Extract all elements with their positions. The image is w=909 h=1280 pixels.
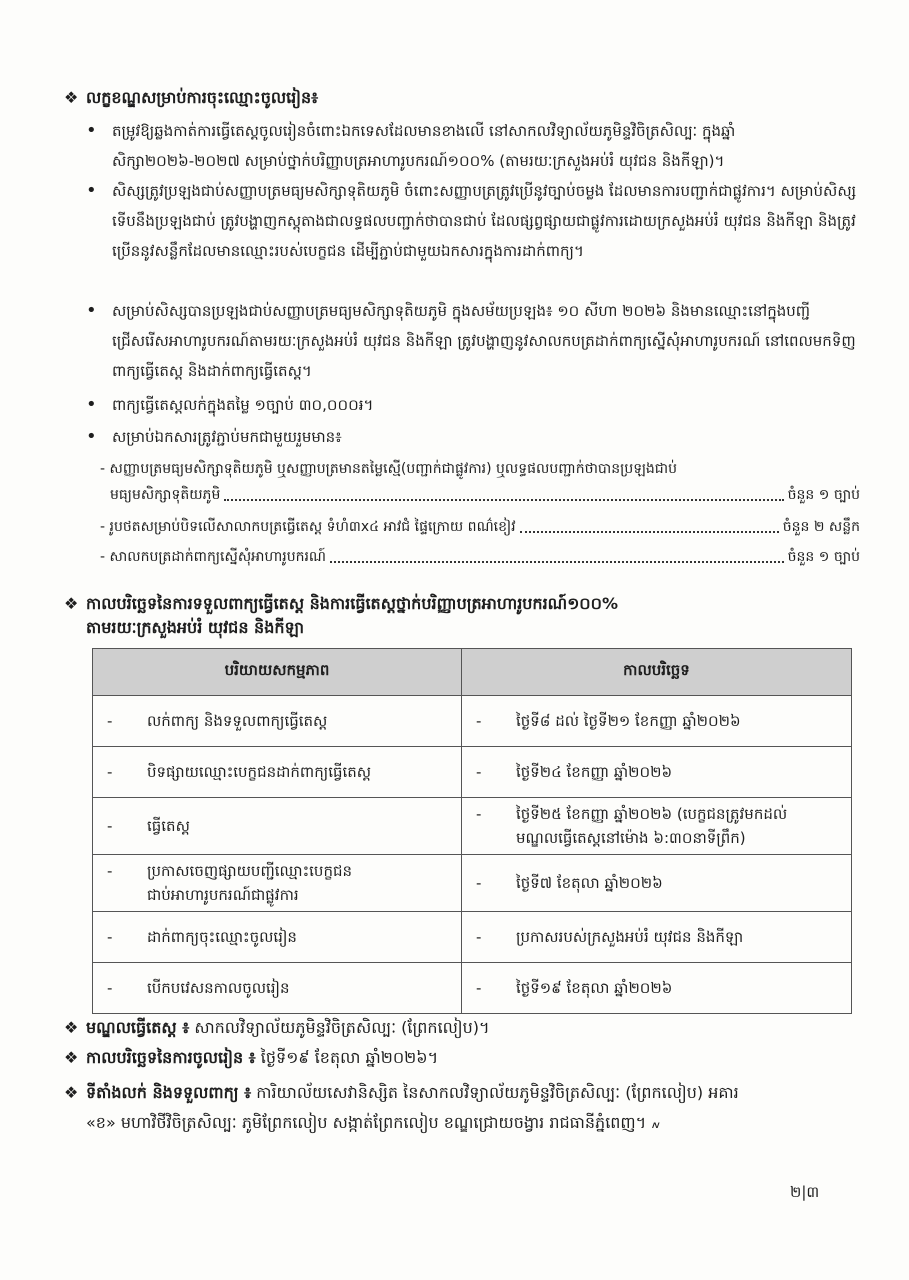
date-cell: - ថ្ងៃទី៨ ដល់ ថ្ងៃទី២១ ខែកញ្ញា ឆ្នាំ២០២៦ bbox=[462, 696, 852, 747]
date-cell: - ថ្ងៃទី២៥ ខែកញ្ញា ឆ្នាំ២០២៦ (បេក្ខជនត្រូវមកដល់ មណ្ឌលធ្វើតេស្តនៅម៉ោង ៦:៣០នាទីព្រឹក) bbox=[462, 798, 852, 855]
date-cell: - ប្រកាសរបស់ក្រសួងអប់រំ យុវជន និងកីឡា bbox=[462, 912, 852, 963]
required-doc-text: - រូបថតសម្រាប់បិទលើសាលាកបត្រធ្វើតេស្ត ទំហំ៣x៤ អាវជំ ផ្ទៃក្រោយ ពណ៌ខៀវ bbox=[100, 519, 516, 535]
required-doc-count: ចំនួន ១ ច្បាប់ bbox=[787, 549, 860, 565]
activity-cell: - បើកបវេសនកាលចូលរៀន bbox=[93, 963, 462, 1014]
info-location-line2: «ខ» មហាវិថីវិចិត្រសិល្បៈ ភូមិព្រែកលៀប សង្កាត់ព្រែកលៀប ខណ្ឌជ្រោយចង្វារ រាជធានីភ្នំពេញ។ ៷ bbox=[86, 1113, 661, 1132]
date-cell: - ថ្ងៃទី២៤ ខែកញ្ញា ឆ្នាំ២០២៦ bbox=[462, 747, 852, 798]
dotted-leader bbox=[330, 561, 784, 563]
diamond-bullet-icon: ❖ bbox=[64, 1083, 79, 1102]
activity-cell: - ប្រកាសចេញផ្សាយបញ្ជីឈ្មោះបេក្ខជន ជាប់អាហារូបករណ៍ជាផ្លូវការ bbox=[93, 855, 462, 912]
section-title-requirements: ❖ លក្ខខណ្ឌសម្រាប់ការចុះឈ្មោះចូលរៀន៖ bbox=[64, 86, 864, 110]
activity-cell: - ធ្វើតេស្ត bbox=[93, 798, 462, 855]
dotted-leader bbox=[520, 531, 779, 533]
table-row bbox=[93, 912, 852, 963]
table-row bbox=[93, 855, 852, 912]
table-row bbox=[93, 747, 852, 798]
info-start-date: ❖ កាលបរិច្ឆេទនៃការចូលរៀន ៖ ថ្ងៃទី១៩ ខែតុលា ឆ្នាំ២០២៦។ bbox=[64, 1046, 864, 1070]
bullet-item bbox=[86, 176, 860, 266]
diamond-bullet-icon: ❖ bbox=[64, 88, 79, 107]
required-doc-item bbox=[100, 514, 860, 540]
info-test-center: ❖ មណ្ឌលធ្វើតេស្ត ៖ សាកលវិទ្យាល័យភូមិន្ទវិចិត្រសិល្បៈ (ព្រែកលៀប)។ bbox=[64, 1016, 864, 1040]
section-title-schedule: ❖ កាលបរិច្ឆេទនៃការទទួលពាក្យធ្វើតេស្ត និងការធ្វើតេស្តថ្នាក់បរិញ្ញាបត្រអាហារូបករណ៍១០០% តាមរយៈក្រសួងអប់រំ យុវជន និងកីឡា bbox=[64, 592, 864, 640]
date-cell: - ថ្ងៃទី១៩ ខែតុលា ឆ្នាំ២០២៦ bbox=[462, 963, 852, 1014]
bullet-dot-icon: • bbox=[86, 426, 97, 447]
diamond-bullet-icon: ❖ bbox=[64, 594, 79, 613]
table-row bbox=[93, 696, 852, 747]
bullet-item bbox=[86, 116, 860, 176]
table-header-date: កាលបរិច្ឆេទ bbox=[462, 649, 852, 696]
required-doc-count: ចំនួន ២ សន្លឹក bbox=[782, 519, 860, 535]
activity-cell: - លក់ពាក្យ និងទទួលពាក្យធ្វើតេស្ត bbox=[93, 696, 462, 747]
bullet-text: សិស្សត្រូវប្រឡងជាប់សញ្ញាបត្រមធ្យមសិក្សាទុតិយភូមិ ចំពោះសញ្ញាបត្រត្រូវប្រើនូវច្បាប់ចម្លង ដែលមានការបញ្ជាក់ជាផ្លូវការ។ សម្រាប់សិស្សទើបនឹងប្រឡងជាប់ ត្រូវបង្ហាញកស្តុតាងជាលទ្ធផលបញ្ជាក់ថាបានជាប់ ដែលផ្សព្វផ្សាយជាផ្លូវការដោយក្រសួងអប់រំ យុវជន និងកីឡា និងត្រូវប្រើននូវសន្លឹកដែលមានឈ្មោះរបស់បេក្ខជន ដើម្បីភ្ជាប់ជាមួយឯកសារក្នុងការដាក់ពាក្យ។ bbox=[112, 182, 857, 260]
bullet-dot-icon: • bbox=[86, 394, 97, 415]
section-title-schedule-line2: តាមរយៈក្រសួងអប់រំ យុវជន និងកីឡា bbox=[86, 618, 305, 637]
dotted-leader bbox=[224, 499, 783, 501]
table-row bbox=[93, 963, 852, 1014]
page-number: ២|៣ bbox=[790, 1183, 820, 1201]
activity-cell: - ដាក់ពាក្យចុះឈ្មោះចូលរៀន bbox=[93, 912, 462, 963]
info-location: ❖ ទីតាំងលក់ និងទទួលពាក្យ ៖ ការិយាល័យសេវានិស្សិត នៃសាកលវិទ្យាល័យភូមិន្ទវិចិត្រសិល្បៈ (ព្រែកលៀប) អគារ «ខ» មហាវិថីវិចិត្រសិល្បៈ ភូមិព្រែកលៀប សង្កាត់ព្រែកលៀប ខណ្ឌជ្រោយចង្វារ រាជធានីភ្នំពេញ។ ៷ bbox=[64, 1078, 864, 1138]
table-header-row bbox=[93, 649, 852, 696]
required-doc-count: ចំនួន ១ ច្បាប់ bbox=[787, 487, 860, 503]
bullet-dot-icon: • bbox=[86, 180, 97, 201]
required-doc-item bbox=[100, 544, 860, 570]
date-cell: - ថ្ងៃទី៧ ខែតុលា ឆ្នាំ២០២៦ bbox=[462, 855, 852, 912]
required-doc-text-continued: មធ្យមសិក្សាទុតិយភូមិ bbox=[110, 487, 221, 503]
required-doc-item bbox=[100, 456, 860, 508]
bullet-item bbox=[86, 422, 860, 452]
bullet-text: សម្រាប់សិស្សបានប្រឡងជាប់សញ្ញាបត្រមធ្យមសិក្សាទុតិយភូមិ ក្នុងសម័យប្រឡង៖ ១០ សីហា ២០២៦ និងមានឈ្មោះនៅក្នុងបញ្ជីជ្រើសរើសអាហារូបករណ៍តាមរយៈក្រសួងអប់រំ យុវជន និងកីឡា ត្រូវបង្ហាញនូវសាលកបត្រដាក់ពាក្យស្នើសុំអាហារូបករណ៍ នៅពេលមកទិញពាក្យធ្វើតេស្ត និងដាក់ពាក្យធ្វើតេស្ត។ bbox=[112, 302, 856, 380]
bullet-dot-icon: • bbox=[86, 120, 97, 141]
bullet-item bbox=[86, 296, 860, 386]
required-doc-text: - សាលកបត្រដាក់ពាក្យស្នើសុំអាហារូបករណ៍ bbox=[100, 549, 326, 565]
bullet-item bbox=[86, 390, 860, 420]
activity-cell: - បិទផ្សាយឈ្មោះបេក្ខជនដាក់ពាក្យធ្វើតេស្ត bbox=[93, 747, 462, 798]
diamond-bullet-icon: ❖ bbox=[64, 1018, 79, 1037]
diamond-bullet-icon: ❖ bbox=[64, 1048, 79, 1067]
required-doc-text: - សញ្ញាបត្រមធ្យមសិក្សាទុតិយភូមិ ឬសញ្ញាបត្រមានតម្លៃស្មើ(បញ្ជាក់ជាផ្លូវការ) ឬលទ្ធផលបញ្ជាក់ថាបានប្រឡងជាប់ bbox=[100, 461, 677, 477]
bullet-text: តម្រូវឱ្យឆ្លងកាត់ការធ្វើតេស្តចូលរៀនចំពោះឯកទេសដែលមានខាងលើ នៅសាកលវិទ្យាល័យភូមិន្ទវិចិត្រសិល្បៈ ក្នុងឆ្នាំសិក្សា២០២៦-២០២៧ សម្រាប់ថ្នាក់បរិញ្ញាបត្រអាហារូបករណ៍១០០% (តាមរយៈក្រសួងអប់រំ យុវជន និងកីឡា)។ bbox=[112, 122, 736, 170]
bullet-text: សម្រាប់ឯកសារត្រូវភ្ជាប់មកជាមួយរួមមាន៖ bbox=[112, 428, 342, 446]
table-header-activity: បរិយាយសកម្មភាព bbox=[93, 649, 462, 696]
schedule-table bbox=[92, 648, 852, 1014]
table-row bbox=[93, 798, 852, 855]
bullet-dot-icon: • bbox=[86, 300, 97, 321]
bullet-text: ពាក្យធ្វើតេស្តលក់ក្នុងតម្លៃ ១ច្បាប់ ៣០,០០០៛។ bbox=[112, 396, 374, 414]
